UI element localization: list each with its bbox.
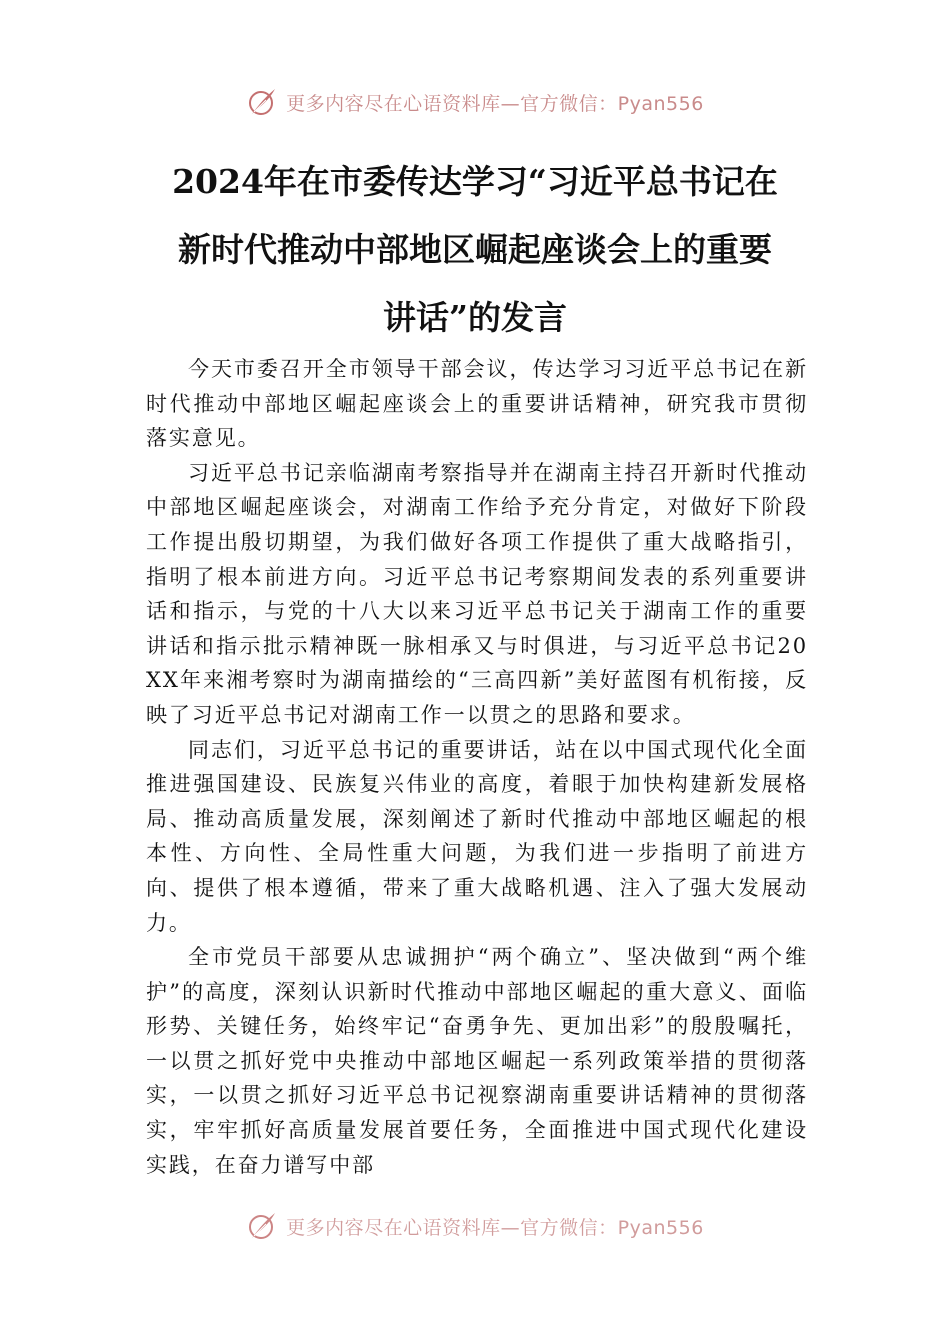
watermark-header — [0, 84, 950, 120]
document-title — [100, 148, 850, 352]
watermark-footer — [0, 1208, 950, 1244]
quill-feather-icon — [246, 86, 278, 118]
watermark-text: 更多内容尽在心语资料库—官方微信：Pyan556 — [286, 92, 704, 115]
title-line: 新时代推动中部地区崛起座谈会上的重要 — [178, 230, 772, 269]
paragraph: 全市党员干部要从忠诚拥护“两个确立”、坚决做到“两个维护”的高度，深刻认识新时代推动中部地区崛起的重大意义、面临形势、关键任务，始终牢记“奋勇争先、更加出彩”的殷殷嘱托，一以贯之抓好党中央推动中部地区崛起一系列政策举措的贯彻落实，一以贯之抓好习近平总书记视察湖南重要讲话精神的贯彻落实，牢牢抓好高质量发展首要任务，全面推进中国式现代化建设实践，在奋力谱写中部 — [146, 945, 808, 1177]
quill-feather-icon — [246, 1210, 278, 1242]
paragraph: 习近平总书记亲临湖南考察指导并在湖南主持召开新时代推动中部地区崛起座谈会，对湖南工作给予充分肯定，对做好下阶段工作提出殷切期望，为我们做好各项工作提供了重大战略指引，指明了根本前进方向。习近平总书记考察期间发表的系列重要讲话和指示，与党的十八大以来习近平总书记关于湖南工作的重要讲话和指示批示精神既一脉相承又与时俱进，与习近平总书记20XX年来湘考察时为湖南描绘的“三高四新”美好蓝图有机衔接，反映了习近平总书记对湖南工作一以贯之的思路和要求。 — [146, 460, 808, 727]
watermark-text: 更多内容尽在心语资料库—官方微信：Pyan556 — [286, 1216, 704, 1239]
paragraph: 今天市委召开全市领导干部会议，传达学习习近平总书记在新时代推动中部地区崛起座谈会上的重要讲话精神，研究我市贯彻落实意见。 — [146, 357, 808, 451]
paragraph: 同志们，习近平总书记的重要讲话，站在以中国式现代化全面推进强国建设、民族复兴伟业的高度，着眼于加快构建新发展格局、推动高质量发展，深刻阐述了新时代推动中部地区崛起的根本性、方向性、全局性重大问题，为我们进一步指明了前进方向、提供了根本遵循，带来了重大战略机遇、注入了强大发展动力。 — [146, 737, 808, 935]
title-line: 讲话”的发言 — [383, 298, 567, 337]
title-line: 2024年在市委传达学习“习近平总书记在 — [172, 162, 778, 201]
document-body — [146, 352, 808, 1182]
